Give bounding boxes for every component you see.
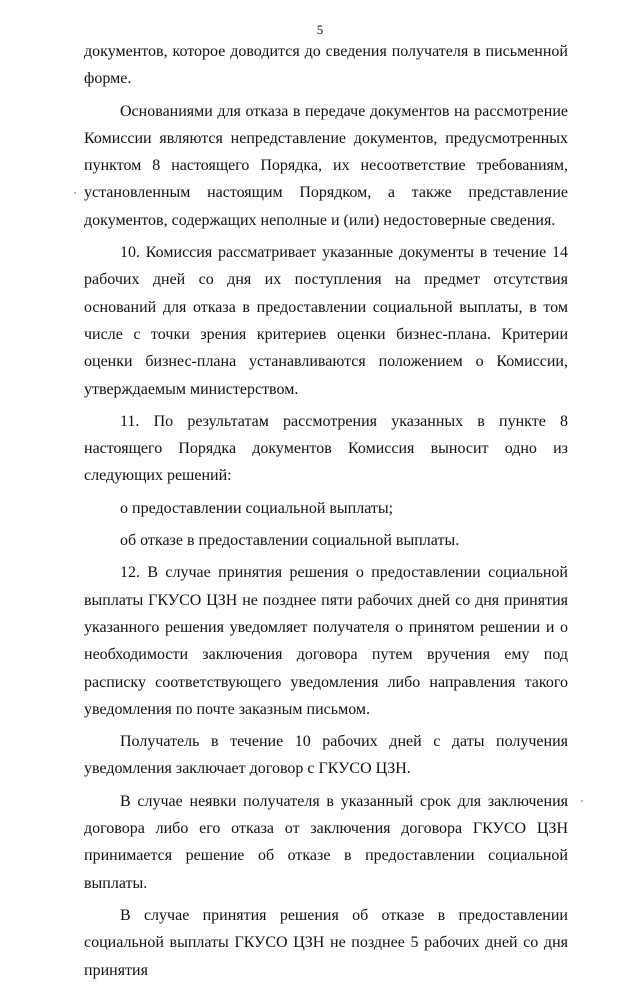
- paragraph: Получатель в течение 10 рабочих дней с даты получения уведомления заключает договор с ГКУСО ЦЗН.: [84, 733, 568, 778]
- page-number: 5: [316, 22, 324, 37]
- list-item: о предоставлении социальной выплаты;: [120, 499, 394, 517]
- paragraph: 10. Комиссия рассматривает указанные документы в течение 14 рабочих дней со дня их поступления на предмет отсутствия оснований для отказа в предоставлении социальной выплаты, в том числе с точки зрения критериев оценки бизнес-плана. Критерии оценки бизнес-плана устанавливаются положением о Комиссии, утверждаемым министерством.: [84, 244, 568, 398]
- list-item: об отказе в предоставлении социальной выплаты.: [120, 532, 460, 550]
- paragraph: документов, которое доводится до сведения получателя в письменной форме.: [84, 43, 568, 88]
- paragraph: В случае принятия решения об отказе в предоставлении социальной выплаты ГКУСО ЦЗН не позднее 5 рабочих дней со дня принятия: [84, 906, 568, 979]
- document-body: [84, 38, 568, 984]
- paragraph: 12. В случае принятия решения о предоставлении социальной выплаты ГКУСО ЦЗН не позднее пяти рабочих дней со дня принятия указанного решения уведомляет получателя о принятом решении и о необходимости заключения договора путем вручения ему под расписку соответствующего уведомления либо направления такого уведомления по почте заказным письмом.: [84, 564, 568, 718]
- scan-speck: [74, 192, 76, 194]
- scan-speck: [581, 800, 583, 802]
- paragraph: В случае неявки получателя в указанный срок для заключения договора либо его отказа от заключения договора ГКУСО ЦЗН принимается решение об отказе в предоставлении социальной выплаты.: [84, 792, 568, 892]
- paragraph: Основаниями для отказа в передаче документов на рассмотрение Комиссии являются непредставление документов, предусмотренных пунктом 8 настоящего Порядка, их несоответствие требованиям, установленным настоящим Порядком, а также представление документов, содержащих неполные и (или) недостоверные сведения.: [84, 102, 568, 229]
- paragraph: 11. По результатам рассмотрения указанных в пункте 8 настоящего Порядка документов Комиссия выносит одно из следующих решений:: [84, 412, 568, 485]
